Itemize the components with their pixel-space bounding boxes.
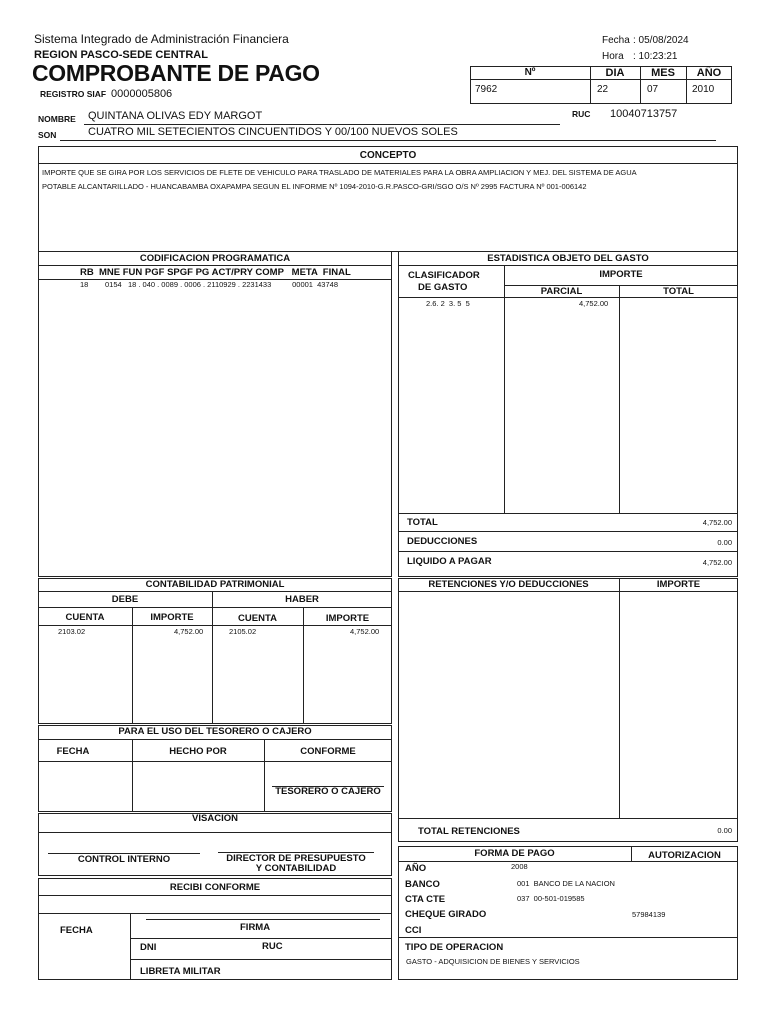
tesorero-fecha-label: FECHA bbox=[56, 746, 90, 757]
codificacion-box bbox=[38, 251, 392, 577]
visacion-header: VISACION bbox=[192, 813, 238, 824]
cta-cte-value: 037 00-501-019585 bbox=[517, 894, 585, 903]
parcial-header: PARCIAL bbox=[540, 286, 583, 297]
region-name: REGION PASCO-SEDE CENTRAL bbox=[34, 49, 208, 61]
debe-header: DEBE bbox=[111, 594, 139, 605]
clasificador-label: CLASIFICADOR bbox=[408, 270, 480, 281]
son-label: SON bbox=[38, 130, 57, 140]
codificacion-columns: RB MNE FUN PGF SPGF PG ACT/PRY COMP META FINAL bbox=[80, 267, 351, 278]
hora-value: : 10:23:21 bbox=[633, 51, 678, 62]
retenciones-box bbox=[398, 578, 738, 842]
date-header-mes: MES bbox=[651, 67, 675, 79]
control-interno-label: CONTROL INTERNO bbox=[77, 854, 171, 865]
doc-day: 22 bbox=[597, 84, 609, 95]
total-value: 4,752.00 bbox=[702, 518, 732, 527]
banco-value: 001 BANCO DE LA NACION bbox=[517, 879, 615, 888]
nombre-label: NOMBRE bbox=[38, 114, 76, 124]
tipo-operacion-value: GASTO - ADQUISICION DE BIENES Y SERVICIOS bbox=[406, 957, 580, 966]
document-title: COMPROBANTE DE PAGO bbox=[32, 60, 320, 86]
concepto-line-2: POTABLE ALCANTARILLADO - HUANCABAMBA OXAPAMPA SEGUN EL INFORME Nº 1094-2010-G.R.PASCO-GRI/SGO O/S Nº 2995 FACTURA Nº 001-006142 bbox=[42, 182, 587, 191]
codificacion-header: CODIFICACION PROGRAMATICA bbox=[139, 253, 291, 264]
cci-label: CCI bbox=[405, 925, 422, 936]
registro-siaf-value: 0000005806 bbox=[111, 88, 173, 100]
recibi-fecha-label: FECHA bbox=[60, 925, 93, 936]
concepto-box bbox=[38, 146, 738, 252]
doc-number: 7962 bbox=[475, 84, 498, 95]
total-retenciones-value: 0.00 bbox=[717, 826, 732, 835]
fecha-label: Fecha bbox=[602, 35, 630, 46]
clasificador-row-value: 2.6. 2 3. 5 5 bbox=[426, 299, 470, 308]
total-label: TOTAL bbox=[407, 517, 438, 528]
tesorero-firma-label: TESORERO O CAJERO bbox=[275, 786, 381, 797]
autorizacion-header: AUTORIZACION bbox=[648, 850, 721, 861]
tipo-operacion-label: TIPO DE OPERACION bbox=[405, 942, 504, 953]
banco-label: BANCO bbox=[405, 879, 440, 890]
recibi-firma-label: FIRMA bbox=[240, 922, 271, 933]
ruc-value: 10040713757 bbox=[610, 108, 678, 120]
recibi-header: RECIBI CONFORME bbox=[169, 882, 261, 893]
de-gasto-label: DE GASTO bbox=[418, 282, 468, 293]
forma-anio-value: 2008 bbox=[511, 862, 528, 871]
retenciones-header: RETENCIONES Y/O DEDUCCIONES bbox=[428, 579, 589, 590]
tesorero-conforme-label: CONFORME bbox=[300, 746, 356, 757]
concepto-line-1: IMPORTE QUE SE GIRA POR LOS SERVICIOS DE FLETE DE VEHICULO PARA TRASLADO DE MATERIALES PARA LA OBRA AMPLIACION Y MEJ. DEL SISTEMA DE AGUA bbox=[42, 168, 637, 177]
haber-importe-value: 4,752.00 bbox=[350, 627, 380, 636]
debe-importe-header: IMPORTE bbox=[150, 612, 194, 623]
recibi-libreta-label: LIBRETA MILITAR bbox=[140, 966, 221, 977]
total-header: TOTAL bbox=[663, 286, 694, 297]
date-header-no: Nº bbox=[524, 67, 536, 78]
director-contabilidad-label: Y CONTABILIDAD bbox=[255, 863, 337, 874]
fecha-value: : 05/08/2024 bbox=[633, 35, 689, 46]
haber-cuenta-value: 2105.02 bbox=[229, 627, 257, 636]
hora-label: Hora bbox=[602, 51, 624, 62]
cheque-girado-label: CHEQUE GIRADO bbox=[405, 909, 487, 920]
deducciones-value: 0.00 bbox=[717, 538, 732, 547]
deducciones-label: DEDUCCIONES bbox=[407, 536, 478, 547]
contabilidad-header: CONTABILIDAD PATRIMONIAL bbox=[145, 579, 285, 590]
debe-cuenta-header: CUENTA bbox=[65, 612, 105, 623]
director-presupuesto-label: DIRECTOR DE PRESUPUESTO bbox=[226, 853, 366, 864]
importe-header: IMPORTE bbox=[599, 269, 643, 280]
codificacion-row: 18 0154 18 . 040 . 0089 . 0006 . 2110929 . 2231433 00001 43748 bbox=[80, 280, 338, 289]
estadistica-header: ESTADISTICA OBJETO DEL GASTO bbox=[487, 253, 649, 264]
liquido-value: 4,752.00 bbox=[702, 558, 732, 567]
doc-year: 2010 bbox=[692, 84, 715, 95]
ruc-label: RUC bbox=[572, 109, 591, 119]
retenciones-importe-header: IMPORTE bbox=[656, 579, 701, 590]
debe-importe-value: 4,752.00 bbox=[174, 627, 204, 636]
liquido-label: LIQUIDO A PAGAR bbox=[407, 556, 492, 567]
date-header-dia: DIA bbox=[605, 67, 625, 79]
concepto-header: CONCEPTO bbox=[359, 150, 417, 161]
debe-cuenta-value: 2103.02 bbox=[58, 627, 86, 636]
recibi-dni-label: DNI bbox=[140, 942, 157, 953]
haber-header: HABER bbox=[285, 594, 319, 605]
recibi-ruc-label: RUC bbox=[262, 941, 283, 952]
nombre-value: QUINTANA OLIVAS EDY MARGOT bbox=[88, 110, 263, 122]
parcial-row-value: 4,752.00 bbox=[579, 299, 609, 308]
haber-cuenta-header: CUENTA bbox=[238, 613, 277, 624]
tesorero-header: PARA EL USO DEL TESORERO O CAJERO bbox=[118, 726, 312, 737]
cheque-girado-value: 57984139 bbox=[632, 910, 666, 919]
haber-importe-header: IMPORTE bbox=[325, 613, 370, 624]
cta-cte-label: CTA CTE bbox=[405, 894, 446, 905]
son-value: CUATRO MIL SETECIENTOS CINCUENTIDOS Y 00/100 NUEVOS SOLES bbox=[88, 126, 458, 138]
registro-siaf-label: REGISTRO SIAF bbox=[40, 89, 107, 99]
forma-pago-header: FORMA DE PAGO bbox=[474, 848, 555, 859]
date-header-anio: AÑO bbox=[696, 67, 722, 79]
tesorero-hecho-por-label: HECHO POR bbox=[169, 746, 227, 757]
doc-month: 07 bbox=[647, 84, 659, 95]
system-name: Sistema Integrado de Administración Financiera bbox=[34, 32, 289, 46]
forma-anio-label: AÑO bbox=[405, 863, 427, 874]
total-retenciones-label: TOTAL RETENCIONES bbox=[418, 826, 520, 837]
